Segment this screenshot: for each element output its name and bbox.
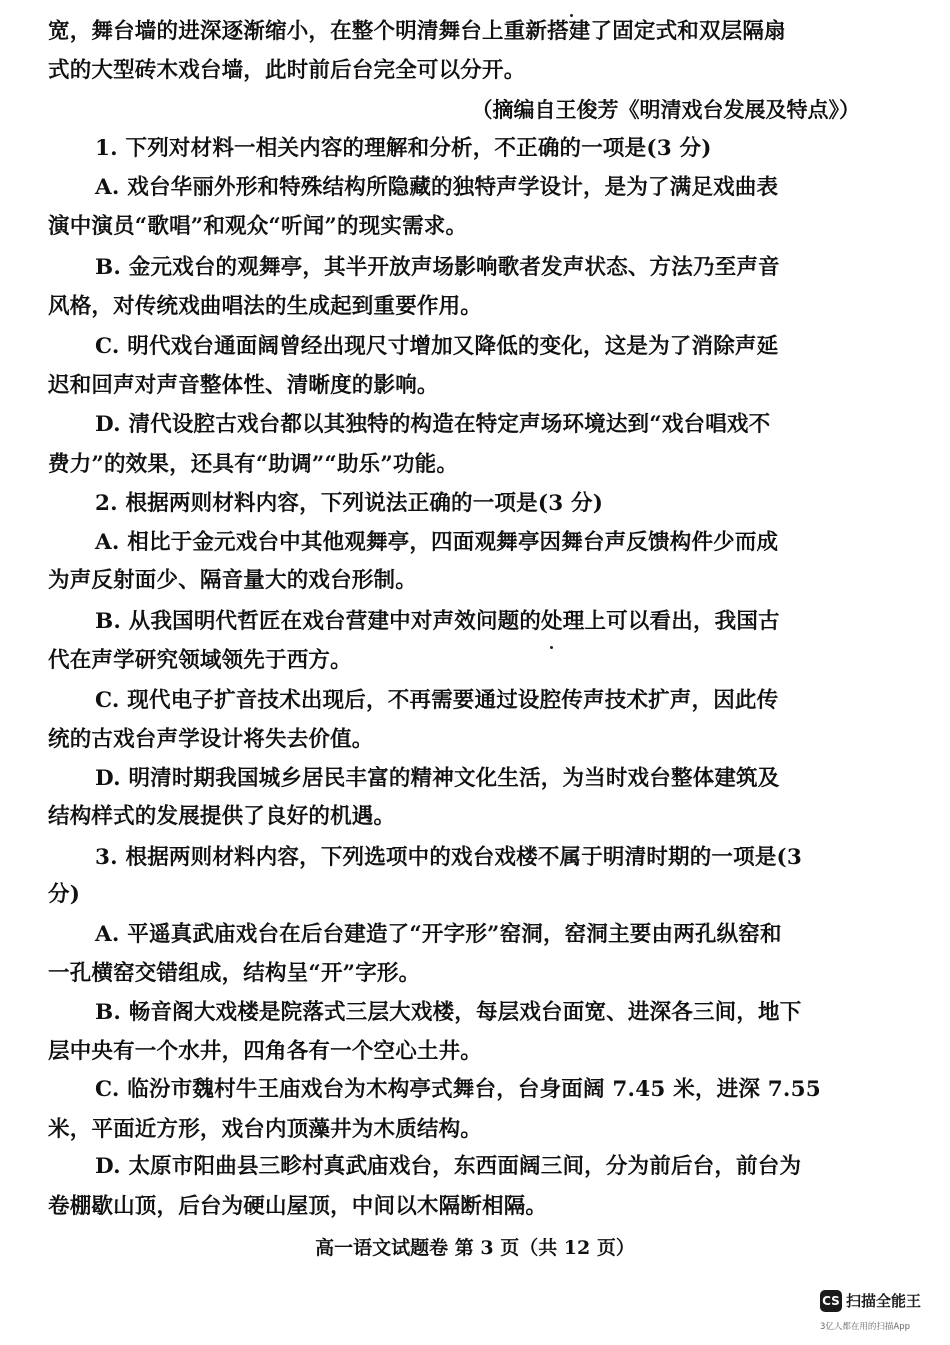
watermark-tagline: 3亿人都在用的扫描App [820,1322,911,1332]
question-1-option-b: B. 金元戏台的观舞亭，其半开放声场影响歌者发声状态、方法乃至声音 [95,255,780,280]
question-3-option-b: B. 畅音阁大戏楼是院落式三层大戏楼，每层戏台面宽、进深各三间，地下 [95,1000,802,1025]
question-1-option-c-cont: 迟和回声对声音整体性、清晰度的影响。 [48,373,439,398]
scan-speck [550,646,553,649]
question-3-option-a: A. 平遥真武庙戏台在后台建造了“开字形”窑洞，窑洞主要由两孔纵窑和 [95,922,782,947]
question-2-stem: 2. 根据两则材料内容，下列说法正确的一项是(3 分) [95,491,604,516]
page-footer: 高一语文试题卷 第 3 页（共 12 页） [315,1237,635,1259]
question-2-option-b: B. 从我国明代哲匠在戏台营建中对声效问题的处理上可以看出，我国古 [95,609,780,634]
question-2-option-a: A. 相比于金元戏台中其他观舞亭，四面观舞亭因舞台声反馈构件少而成 [95,530,779,555]
text-line: 宽，舞台墙的进深逐渐缩小，在整个明清舞台上重新搭建了固定式和双层隔扇 [48,19,786,44]
watermark-app-name: 扫描全能王 [846,1292,922,1310]
question-1-option-d-cont: 费力”的效果，还具有“助调”“助乐”功能。 [48,452,459,477]
question-1-option-a-cont: 演中演员“歌唱”和观众“听闻”的现实需求。 [48,214,468,239]
question-3-option-a-cont: 一孔横窑交错组成，结构呈“开”字形。 [48,961,421,986]
question-2-option-d-cont: 结构样式的发展提供了良好的机遇。 [48,804,396,829]
question-3-option-c: C. 临汾市魏村牛王庙戏台为木构亭式舞台，台身面阔 7.45 米，进深 7.55 [95,1077,821,1102]
scan-speck [570,14,573,17]
question-1-option-d: D. 清代设腔古戏台都以其独特的构造在特定声场环境达到“戏台唱戏不 [95,412,771,437]
question-1-stem: 1. 下列对材料一相关内容的理解和分析，不正确的一项是(3 分) [95,136,712,161]
question-3-stem-cont: 分) [48,882,81,907]
source-citation: （摘编自王俊芳《明清戏台发展及特点》） [471,97,860,122]
question-2-option-d: D. 明清时期我国城乡居民丰富的精神文化生活，为当时戏台整体建筑及 [95,766,780,791]
question-2-option-c: C. 现代电子扩音技术出现后，不再需要通过设腔传声技术扩声，因此传 [95,688,779,713]
question-3-stem: 3. 根据两则材料内容，下列选项中的戏台戏楼不属于明清时期的一项是(3 [95,845,803,870]
camscanner-logo-icon: CS [820,1290,842,1312]
question-1-option-c: C. 明代戏台通面阔曾经出现尺寸增加又降低的变化，这是为了消除声延 [95,334,779,359]
question-3-option-d: D. 太原市阳曲县三畛村真武庙戏台，东西面阔三间，分为前后台，前台为 [95,1154,802,1179]
question-3-option-c-cont: 米，平面近方形，戏台内顶藻井为木质结构。 [48,1117,483,1142]
question-1-option-b-cont: 风格，对传统戏曲唱法的生成起到重要作用。 [48,294,483,319]
question-2-option-a-cont: 为声反射面少、隔音量大的戏台形制。 [48,568,417,593]
question-3-option-b-cont: 层中央有一个水井，四角各有一个空心土井。 [48,1039,483,1064]
question-2-option-c-cont: 统的古戏台声学设计将失去价值。 [48,727,374,752]
scanner-watermark [818,1288,936,1338]
text-line: 式的大型砖木戏台墙，此时前后台完全可以分开。 [48,58,526,83]
question-3-option-d-cont: 卷棚歇山顶，后台为硬山屋顶，中间以木隔断相隔。 [48,1194,548,1219]
question-2-option-b-cont: 代在声学研究领域领先于西方。 [48,648,352,673]
question-1-option-a: A. 戏台华丽外形和特殊结构所隐藏的独特声学设计，是为了满足戏曲表 [95,175,779,200]
